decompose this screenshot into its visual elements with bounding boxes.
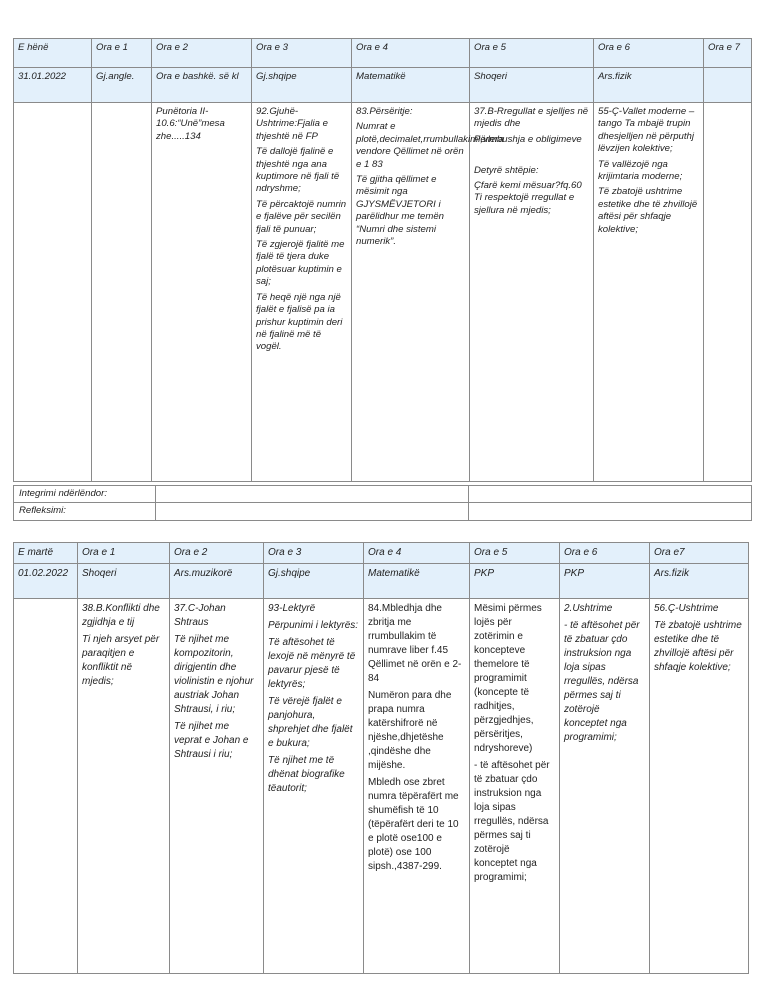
subject-cell [704, 68, 752, 103]
lesson-content-c6 [594, 103, 704, 482]
period-header: Ora e 4 [364, 543, 470, 564]
subject-cell: Matematikë [352, 68, 470, 103]
reflection-field[interactable] [156, 503, 469, 520]
lesson-paragraph: Mësimi përmes lojës për zotërimin e koncepteve themelore të programimit (koncepte të radhitjes, përzgjedhjes, përsëritjes, ndryshoreve) [474, 603, 542, 754]
period-header: Ora e 7 [704, 39, 752, 68]
lesson-paragraph: Të heqë një nga një fjalët e fjalisë pa ia prishur kuptimin deri në fjalinë më të vogël. [256, 291, 343, 353]
integration-field-2[interactable] [469, 486, 752, 503]
lesson-paragraph: Të zbatojë ushtrime estetike dhe të zhvillojë aftësi për shfaqje kolektive; [598, 186, 698, 235]
lesson-paragraph: Numrat e plotë,decimalet,rrumbullakimi,vlera vendore Qëllimet në orën e 1 83 [356, 121, 504, 170]
monday-footer-table [13, 485, 752, 521]
lesson-paragraph: Të njihet me kompozitorin, dirigjentin dhe violinistin e njohur austriak Johan Shtrausi, i riu; [174, 634, 254, 715]
lesson-paragraph: Të dallojë fjalinë e thjeshtë nga ana kuptimore në fjali të ndryshme; [256, 146, 340, 195]
subject-cell: Ora e bashkë. së kl [152, 68, 252, 103]
lesson-content-c5 [470, 103, 594, 482]
lesson-paragraph: Të vallëzojë nga krijimtaria moderne; [598, 158, 683, 183]
lesson-content-c6 [560, 599, 650, 974]
reflection-row [14, 503, 752, 520]
lesson-paragraph: Të aftësohet të lexojë në mënyrë të pavarur pjesë të lektyrës; [268, 637, 356, 690]
lesson-paragraph: Mbledh ose zbret numra tëpërafërt me shumëfish të 10 (tëpërafërt deri te 10 e plotë ose100 e plotë) ose 100 sipsh.,4387-299. [368, 777, 459, 872]
content-cell-empty [92, 103, 152, 482]
subject-cell: Gj.angle. [92, 68, 152, 103]
lesson-paragraph: 56.Ç-Ushtrime [654, 603, 719, 614]
lesson-paragraph: - të aftësohet për të zbatuar çdo instruksion nga loja sipas rregullës, ndërsa përmes saj ti zotërojë konceptet nga programimi; [474, 760, 550, 883]
period-header: Ora e 5 [470, 39, 594, 68]
reflection-label: Refleksimi: [14, 503, 156, 520]
lesson-paragraph: Ti njeh arsyet për paraqitjen e konfliktit në mjedis; [82, 634, 160, 687]
subject-cell: PKP [560, 564, 650, 599]
lesson-paragraph: Përpunimi i lektyrës: [268, 620, 359, 631]
lesson-paragraph: 37.B-Rregullat e sjelljes në mjedis dhe [474, 106, 589, 130]
lesson-paragraph: Të përcaktojë numrin e fjalëve për secilën fjali të punuar; [256, 198, 347, 235]
tuesday-schedule-table [13, 542, 749, 974]
lesson-paragraph: Përmbushja e obligimeve [474, 133, 582, 145]
period-header: Ora e 3 [264, 543, 364, 564]
content-cell-empty [14, 103, 92, 482]
content-row [14, 599, 749, 974]
lesson-paragraph: Çfarë kemi mësuar?fq.60 Ti respektojë rregullat e sjellura në mjedis; [474, 180, 582, 216]
date-cell: 31.01.2022 [14, 68, 92, 103]
monday-schedule-table [13, 38, 752, 482]
subject-row [14, 564, 749, 599]
lesson-paragraph: Numëron para dhe prapa numra katërshifrorë në njëshe,dhjetëshe ,qindëshe dhe mijëshe. [368, 690, 452, 771]
subject-cell: Gj.shqipe [264, 564, 364, 599]
subject-cell: Ars.fizik [594, 68, 704, 103]
subject-cell: PKP [470, 564, 560, 599]
period-header: Ora e 1 [78, 543, 170, 564]
period-header: Ora e 1 [92, 39, 152, 68]
subject-row [14, 68, 752, 103]
lesson-paragraph: Të njihet me të dhënat biografike tëautorit; [268, 755, 345, 794]
content-cell-empty [704, 103, 752, 482]
date-cell: 01.02.2022 [14, 564, 78, 599]
period-header: Ora e 6 [594, 39, 704, 68]
period-header: Ora e7 [650, 543, 749, 564]
lesson-paragraph: 37.C-Johan Shtraus [174, 603, 226, 628]
integration-row [14, 486, 752, 503]
content-cell-empty [14, 599, 78, 974]
header-row [14, 543, 749, 564]
lesson-paragraph: 2.Ushtrime [564, 603, 613, 614]
lesson-paragraph: 92.Gjuhë-Ushtrime:Fjalia e thjeshtë në FP [256, 106, 328, 142]
lesson-content-c4 [352, 103, 504, 482]
lesson-paragraph: 38.B.Konflikti dhe zgjidhja e tij [82, 603, 160, 628]
lesson-paragraph [474, 149, 589, 161]
lesson-paragraph: Punëtoria II-10.6:“Unë”mesa zhe.....134 [156, 106, 225, 142]
subject-cell: Matematikë [364, 564, 470, 599]
period-header: Ora e 4 [352, 39, 470, 68]
lesson-paragraph: 84.Mbledhja dhe zbritja me rrumbullakim të numrave liber f.45 Qëllimet në orën e 2-84 [368, 603, 462, 684]
lesson-paragraph: 93-Lektyrë [268, 603, 316, 614]
day-header: E hënë [14, 39, 92, 68]
period-header: Ora e 3 [252, 39, 352, 68]
lesson-content-c3 [252, 103, 352, 482]
subject-cell: Gj.shqipe [252, 68, 352, 103]
lesson-paragraph: Të njihet me veprat e Johan e Shtrausi i riu; [174, 721, 249, 760]
lesson-content-c3 [264, 599, 364, 974]
lesson-content-c2 [152, 103, 252, 482]
lesson-paragraph: 83.Përsëritje: [356, 106, 413, 117]
lesson-paragraph: 55-Ç-Vallet moderne – tango Ta mbajë trupin dhesjelljen në përputhj lëvzijen kolektive; [598, 106, 695, 155]
day-header: E martë [14, 543, 78, 564]
lesson-content-c4 [364, 599, 470, 974]
period-header: Ora e 2 [152, 39, 252, 68]
lesson-paragraph: Të vërejë fjalët e panjohura, shprehjet dhe fjalët e bukura; [268, 696, 353, 749]
lesson-paragraph: Detyrë shtëpie: [474, 164, 539, 176]
lesson-paragraph: Të zbatojë ushtrime estetike dhe të zhvillojë aftësi për shfaqje kolektive; [654, 620, 742, 673]
lesson-paragraph: Të zgjerojë fjalitë me fjalë të tjera duke plotësuar kuptimin e saj; [256, 239, 345, 288]
subject-cell: Shoqeri [470, 68, 594, 103]
integration-label: Integrimi ndërlëndor: [14, 486, 156, 503]
subject-cell: Ars.muzikorë [170, 564, 264, 599]
period-header: Ora e 6 [560, 543, 650, 564]
subject-cell: Ars.fizik [650, 564, 749, 599]
integration-field[interactable] [156, 486, 469, 503]
lesson-content-c5 [470, 599, 560, 974]
lesson-content-c2 [170, 599, 264, 974]
reflection-field-2[interactable] [469, 503, 752, 520]
subject-cell: Shoqeri [78, 564, 170, 599]
lesson-content-c7 [650, 599, 749, 974]
content-row [14, 103, 752, 482]
header-row [14, 39, 752, 68]
period-header: Ora e 2 [170, 543, 264, 564]
lesson-content-c1 [78, 599, 170, 974]
lesson-paragraph: Të gjitha qëllimet e mësimit nga GJYSMËVJETORI i parëlidhur me temën “Numri dhe sistemi numerik”. [356, 174, 444, 248]
period-header: Ora e 5 [470, 543, 560, 564]
lesson-paragraph: - të aftësohet për të zbatuar çdo instruksion nga loja sipas rregullës, ndërsa përmes saj ti zotërojë konceptet nga programimi; [564, 620, 640, 743]
